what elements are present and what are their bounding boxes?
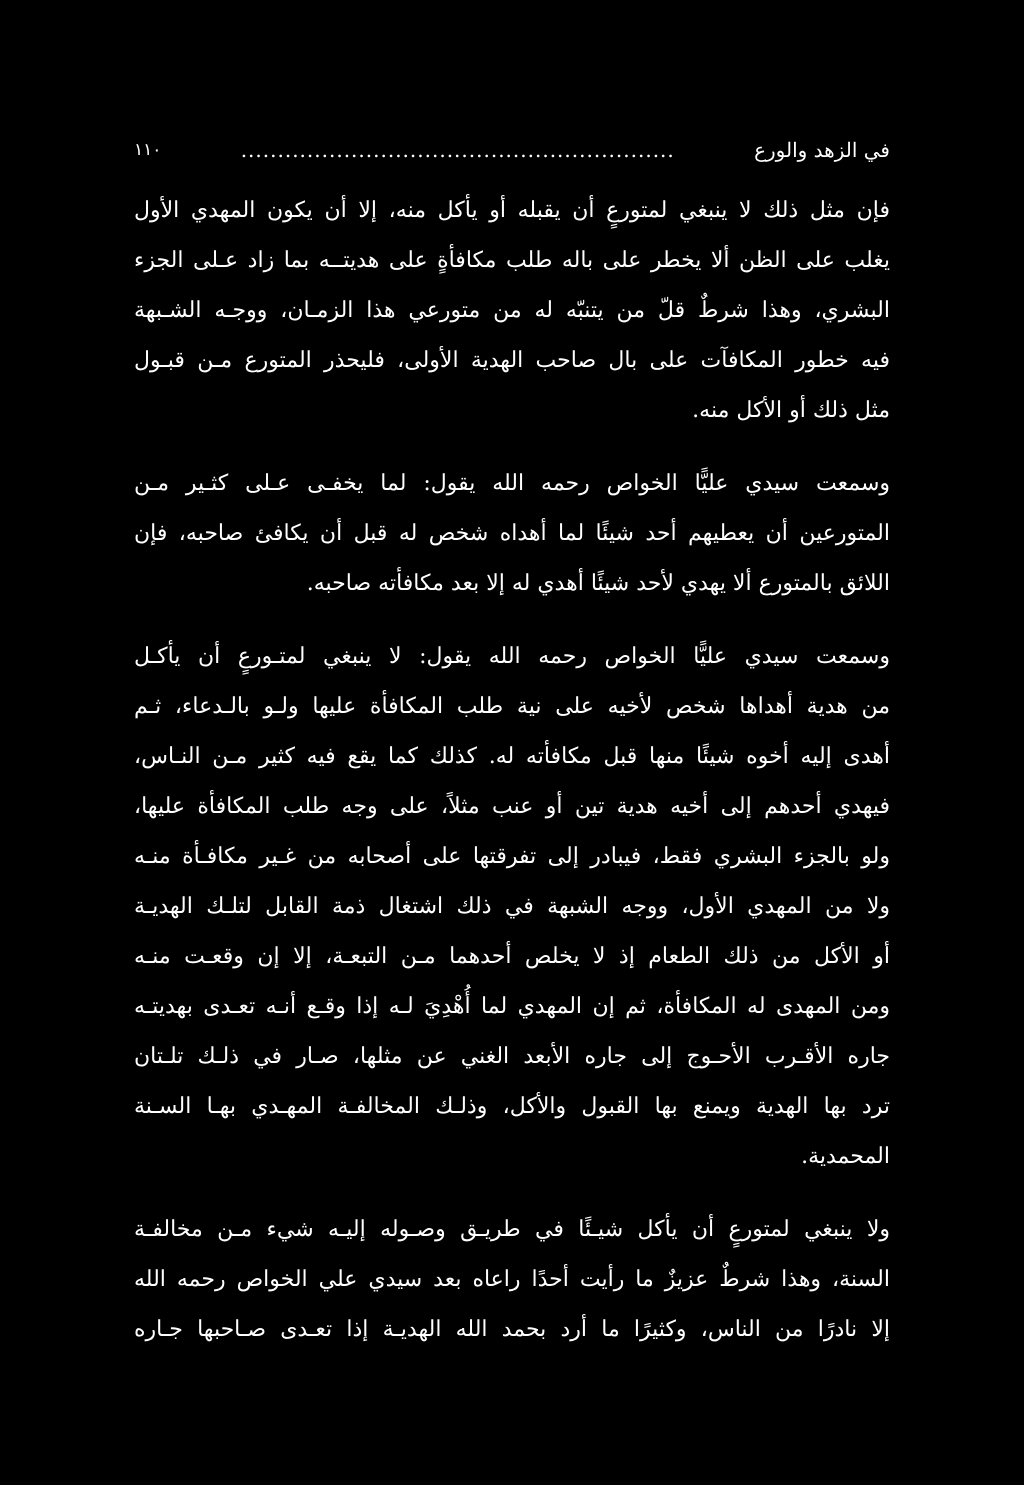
text-line: جاره الأقـرب الأحـوج إلى جاره الأبعد الغني عن مثلها، صـار في ذلـك تلـتان <box>134 1044 890 1069</box>
paragraph <box>134 186 890 436</box>
text-line: ولا ينبغي لمتورعٍ أن يأكل شيـئًا في طريـق وصـوله إليـه شيء مـن مخالفـة <box>134 1217 890 1242</box>
page-number: ١١٠ <box>134 140 162 160</box>
text-line: البشري، وهذا شرطٌ قلّ من يتنبّه له من متورعي هذا الزمـان، ووجـه الشـبهة <box>134 298 890 323</box>
text-line: فيه خطور المكافآت على بال صاحب الهدية الأولى، فليحذر المتورع مـن قبـول <box>134 348 890 373</box>
text-line: أو الأكل من ذلك الطعام إذ لا يخلص أحدهما مـن التبعـة، إلا إن وقعـت منـه <box>134 944 890 969</box>
text-line: فإن مثل ذلك لا ينبغي لمتورعٍ أن يقبله أو يأكل منه، إلا أن يكون المهدي الأول <box>134 198 890 223</box>
text-line: اللائق بالمتورع ألا يهدي لأحد شيئًا أهدي له إلا بعد مكافأته صاحبه. <box>306 571 890 596</box>
text-line: المحمدية. <box>801 1144 890 1169</box>
paragraph <box>134 459 890 609</box>
text-line: من هدية أهداها شخص لأخيه على نية طلب المكافأة عليها ولـو بالـدعاء، ثـم <box>134 694 890 719</box>
text-line: وسمعت سيدي عليًّا الخواص رحمه الله يقول: لا ينبغي لمتـورعٍ أن يأكـل <box>134 644 890 669</box>
text-line: ترد بها الهدية ويمنع بها القبول والأكل، وذلـك المخالفـة المهـدي بهـا السـنة <box>134 1094 890 1119</box>
chapter-title: في الزهد والورع <box>754 138 890 162</box>
text-line: إلا نادرًا من الناس، وكثيرًا ما أرد بحمد الله الهديـة إذا تعـدى صـاحبها جـاره <box>134 1317 890 1342</box>
paragraph <box>134 632 890 1182</box>
text-line: المتورعين أن يعطيهم أحد شيئًا لما أهداه شخص له قبل أن يكافئ صاحبه، فإن <box>134 521 890 546</box>
text-line: مثل ذلك أو الأكل منه. <box>692 398 890 423</box>
text-line: يغلب على الظن ألا يخطر على باله طلب مكافأةٍ على هديتــه بما زاد عـلى الجزء <box>134 248 890 273</box>
text-line: السنة، وهذا شرطٌ عزيزٌ ما رأيت أحدًا راعاه بعد سيدي علي الخواص رحمه الله <box>134 1267 890 1292</box>
text-line: أهدى إليه أخوه شيئًا منها قبل مكافأته له. كذلك كما يقع فيه كثير مـن النـاس، <box>134 744 890 769</box>
paragraph <box>134 1205 890 1355</box>
page-body <box>134 186 890 1355</box>
running-header <box>134 128 890 172</box>
text-line: ولا من المهدي الأول، ووجه الشبهة في ذلك اشتغال ذمة القابل لتلـك الهديـة <box>134 894 890 919</box>
header-leader-dots: ........................................................... <box>240 138 675 162</box>
text-line: ومن المهدى له المكافأة، ثم إن المهدي لما أُهْدِيَ لـه إذا وقـع أنـه تعـدى بهديتـه <box>134 994 890 1019</box>
text-line: فيهدي أحدهم إلى أخيه هدية تين أو عنب مثلاً، على وجه طلب المكافأة عليها، <box>134 794 890 819</box>
text-line: ولو بالجزء البشري فقط، فيبادر إلى تفرقتها على أصحابه من غـير مكافـأة منـه <box>134 844 890 869</box>
book-page <box>134 128 890 1378</box>
text-line: وسمعت سيدي عليًّا الخواص رحمه الله يقول: لما يخفـى عـلى كثـير مـن <box>134 471 890 496</box>
